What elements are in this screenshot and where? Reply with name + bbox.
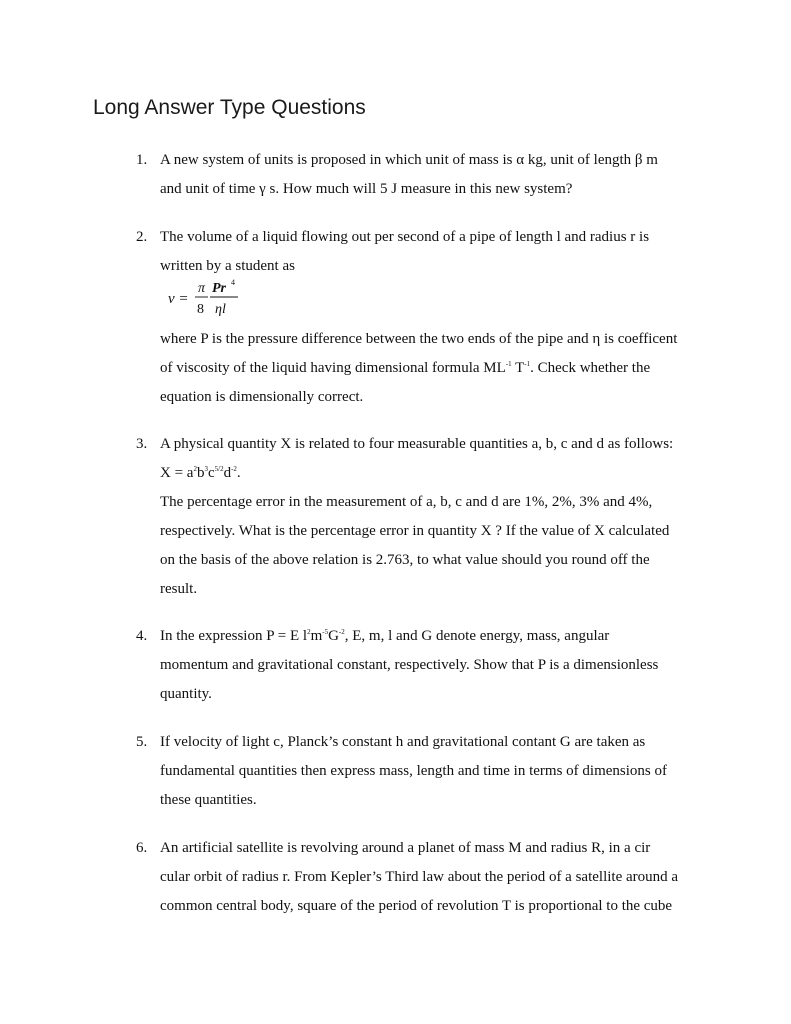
question-text-line: result.: [160, 581, 198, 597]
page-heading: Long Answer Type Questions: [93, 96, 366, 119]
question-text-line: In the expression P = E $l^2m^{-5}G^{-2}$, E, m, l and G denote energy, mass, angular: [160, 628, 610, 644]
question-text-line: respectively. What is the percentage error in quantity X ? If the value of X calculated: [160, 523, 670, 539]
question-number: 4.: [136, 628, 148, 644]
question-text-line: cular orbit of radius r. From Kepler’s Third law about the period of a satellite around a: [160, 869, 679, 885]
relation-expression: $X = a^2b^3c^{5/2}d^{-2}$.: [160, 465, 241, 481]
flow-rate-formula: [168, 276, 248, 320]
question-text-line: and unit of time γ s. How much will 5 J measure in this new system?: [160, 181, 573, 197]
formula-numerator: Pr: [212, 281, 226, 296]
question-text-line: where P is the pressure difference between the two ends of the pipe and η is coefficent: [160, 331, 678, 347]
formula-eight: 8: [197, 302, 204, 317]
question-text-line: of viscosity of the liquid having dimensional formula $ML^{-1}$ $T^{-1}$. Check whether the: [160, 360, 651, 376]
question-text-line: on the basis of the above relation is 2.763, to what value should you round off the: [160, 552, 650, 568]
formula-denominator: ηl: [215, 302, 226, 317]
question-text-line: The volume of a liquid flowing out per second of a pipe of length l and radius r is: [160, 229, 650, 245]
formula-pi: π: [198, 281, 206, 296]
formula-exponent: 4: [231, 278, 235, 287]
question-text-line: An artificial satellite is revolving around a planet of mass M and radius R, in a cir: [160, 840, 651, 856]
question-text-line: The percentage error in the measurement of a, b, c and d are 1%, 2%, 3% and 4%,: [160, 494, 653, 510]
formula-lhs: v =: [168, 291, 189, 307]
question-text-line: A physical quantity X is related to four measurable quantities a, b, c and d as follows:: [160, 436, 674, 452]
question-text-line: written by a student as: [160, 258, 295, 274]
question-text-line: equation is dimensionally correct.: [160, 389, 364, 405]
question-text-line: these quantities.: [160, 792, 257, 808]
question-number: 2.: [136, 229, 148, 245]
question-number: 6.: [136, 840, 148, 856]
question-number: 5.: [136, 734, 148, 750]
question-text-line: fundamental quantities then express mass, length and time in terms of dimensions of: [160, 763, 667, 779]
question-number: 3.: [136, 436, 148, 452]
question-text-line: If velocity of light c, Planck’s constant h and gravitational contant G are taken as: [160, 734, 646, 750]
question-number: 1.: [136, 152, 148, 168]
question-text-line: A new system of units is proposed in which unit of mass is α kg, unit of length β m: [160, 152, 658, 168]
question-text-line: momentum and gravitational constant, respectively. Show that P is a dimensionless: [160, 657, 659, 673]
question-text-line: common central body, square of the period of revolution T is proportional to the cube: [160, 898, 673, 914]
question-text-line: quantity.: [160, 686, 212, 702]
